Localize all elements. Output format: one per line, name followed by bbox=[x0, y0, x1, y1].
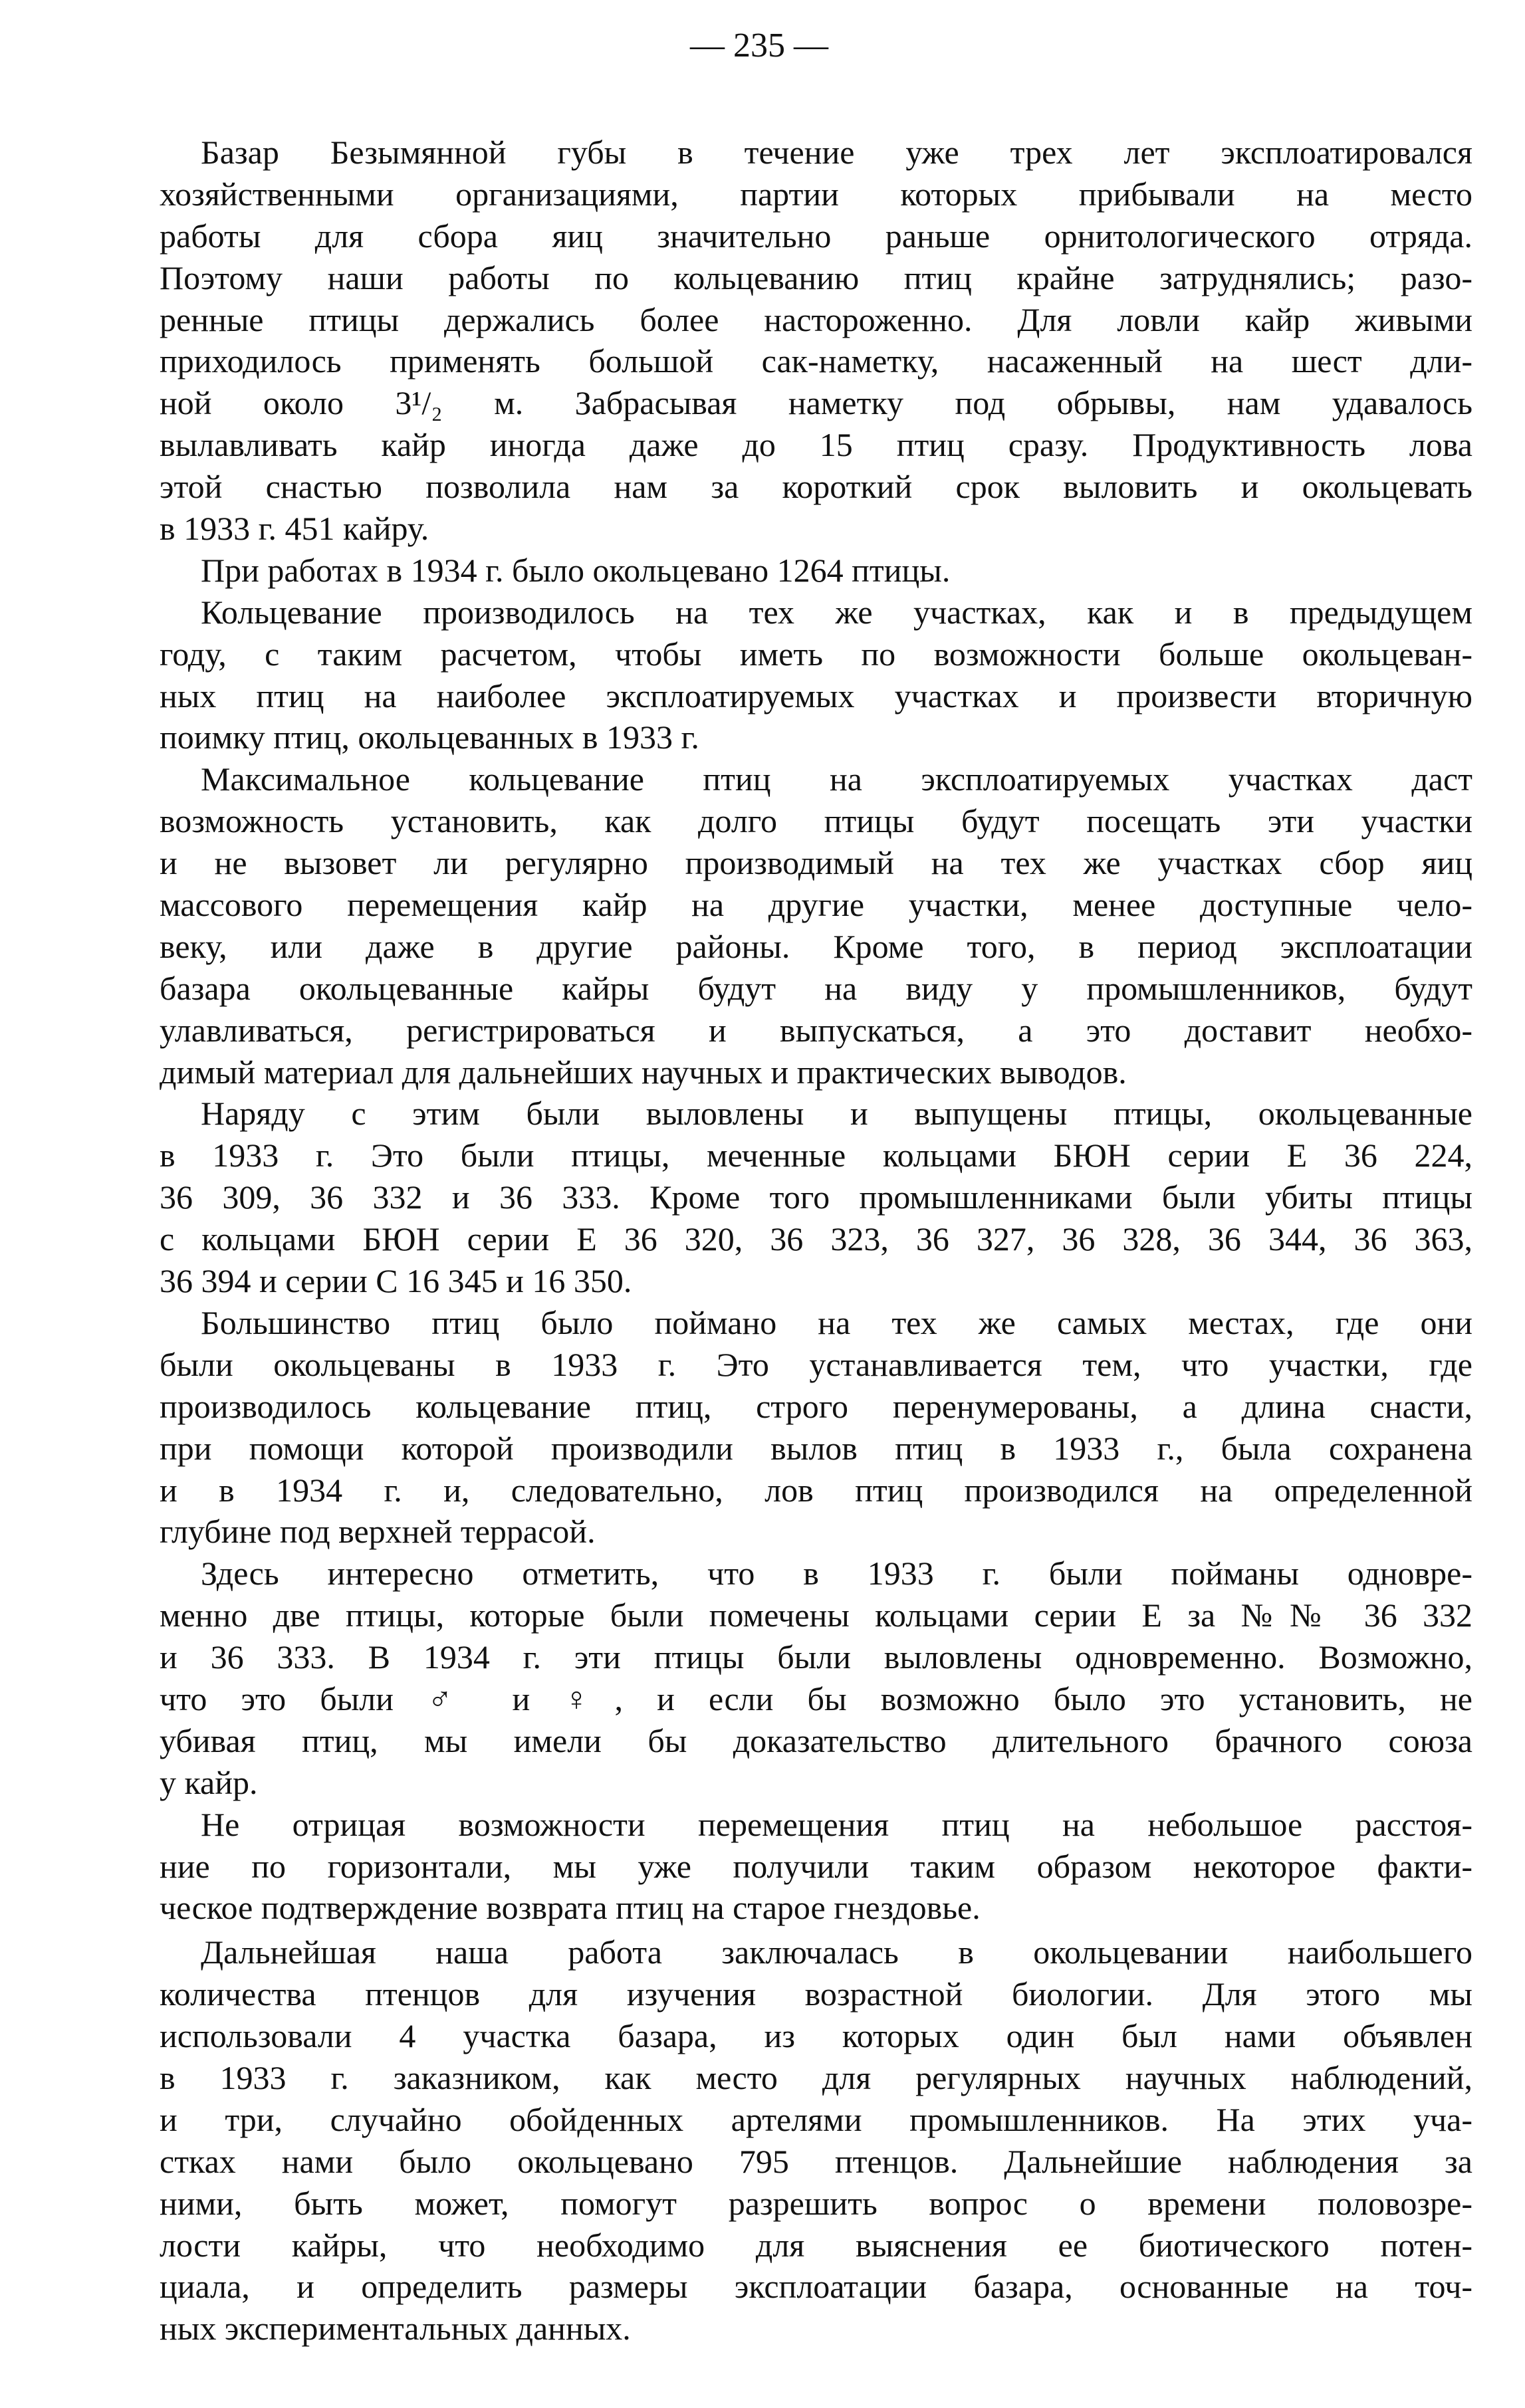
text-line: что это были ♂ и ♀, и если бы возможно было это установить, не bbox=[160, 1680, 1472, 1717]
text-line: ними, быть может, помогут разрешить вопрос о времени половозре- bbox=[160, 2184, 1472, 2222]
text-line: веку, или даже в другие районы. Кроме того, в период эксплоатации bbox=[160, 927, 1472, 965]
text-line: году, с таким расчетом, чтобы иметь по возможности больше окольцеван- bbox=[160, 635, 1472, 673]
text-line: циала, и определить размеры эксплоатации базара, основанные на точ- bbox=[160, 2268, 1472, 2306]
paragraph bbox=[160, 1931, 1472, 2350]
text-line: количества птенцов для изучения возрастной биологии. Для этого мы bbox=[160, 1975, 1472, 2013]
text-line: 36 309, 36 332 и 36 333. Кроме того промышленниками были убиты птицы bbox=[160, 1178, 1472, 1216]
text-line: и не вызовет ли регулярно производимый на тех же участках сбор яиц bbox=[160, 844, 1472, 882]
text-line: Наряду с этим были выловлены и выпущены птицы, окольцеванные bbox=[201, 1095, 1472, 1133]
text-line: Максимальное кольцевание птиц на эксплоатируемых участках даст bbox=[201, 760, 1472, 798]
text-line: димый материал для дальнейших научных и практических выводов. bbox=[160, 1053, 1127, 1091]
paragraph bbox=[160, 1302, 1472, 1553]
paragraph bbox=[160, 1553, 1472, 1803]
text-line: 36 394 и серии С 16 345 и 16 350. bbox=[160, 1262, 632, 1300]
text-line: и 36 333. В 1934 г. эти птицы были выловлены одновременно. Возможно, bbox=[160, 1638, 1472, 1676]
paragraph bbox=[160, 758, 1472, 1093]
text-line: и в 1934 г. и, следовательно, лов птиц производился на определенной bbox=[160, 1471, 1472, 1509]
text-line: Здесь интересно отметить, что в 1933 г. были пойманы одновре- bbox=[201, 1555, 1472, 1592]
text-line: этой снастью позволила нам за короткий срок выловить и окольцевать bbox=[160, 468, 1472, 506]
text-line: ренные птицы держались более настороженно. Для ловли кайр живыми bbox=[160, 300, 1472, 338]
paragraph bbox=[160, 592, 1472, 759]
text-line: вылавливать кайр иногда даже до 15 птиц сразу. Продуктивность лова bbox=[160, 426, 1472, 464]
text-line: и три, случайно обойденных артелями промышленников. На этих уча- bbox=[160, 2100, 1472, 2138]
text-line: в 1933 г. 451 кайру. bbox=[160, 510, 429, 548]
text-line: были окольцеваны в 1933 г. Это устанавливается тем, что участки, где bbox=[160, 1345, 1472, 1383]
page-number: — 235 — bbox=[690, 27, 828, 64]
text-line: массового перемещения кайр на другие участки, менее доступные чело- bbox=[160, 886, 1472, 924]
paragraph bbox=[160, 1804, 1472, 1929]
text-line: ческое подтверждение возврата птиц на старое гнездовье. bbox=[160, 1889, 981, 1927]
text-line: глубине под верхней террасой. bbox=[160, 1513, 596, 1551]
text-line: стках нами было окольцевано 795 птенцов. Дальнейшие наблюдения за bbox=[160, 2142, 1472, 2180]
text-body bbox=[160, 132, 1472, 2350]
text-line: Дальнейшая наша работа заключалась в окольцевании наибольшего bbox=[201, 1933, 1472, 1971]
text-line: работы для сбора яиц значительно раньше орнитологического отряда. bbox=[160, 217, 1472, 255]
text-line: менно две птицы, которые были помечены кольцами серии Е за №№ 36 332 bbox=[160, 1596, 1472, 1634]
text-line: поимку птиц, окольцеванных в 1933 г. bbox=[160, 718, 699, 756]
paragraph bbox=[160, 132, 1472, 550]
text-line: при помощи которой производили вылов птиц в 1933 г., была сохранена bbox=[160, 1429, 1472, 1467]
text-line: у кайр. bbox=[160, 1763, 258, 1801]
text-line: базара окольцеванные кайры будут на виду у промышленников, будут bbox=[160, 969, 1472, 1007]
text-line: Кольцевание производилось на тех же участках, как и в предыдущем bbox=[201, 593, 1472, 631]
text-line: хозяйственными организациями, партии которых прибывали на место bbox=[160, 175, 1472, 213]
paragraph bbox=[160, 550, 1472, 592]
text-line: Не отрицая возможности перемещения птиц на небольшое расстоя- bbox=[201, 1805, 1472, 1843]
text-line: Большинство птиц было поймано на тех же самых местах, где они bbox=[201, 1303, 1472, 1341]
text-line: убивая птиц, мы имели бы доказательство длительного брачного союза bbox=[160, 1721, 1472, 1759]
text-line: производилось кольцевание птиц, строго перенумерованы, а длина снасти, bbox=[160, 1387, 1472, 1425]
text-line: приходилось применять большой сак-наметку, насаженный на шест дли- bbox=[160, 342, 1472, 380]
text-line: ных птиц на наиболее эксплоатируемых участках и произвести вторичную bbox=[160, 677, 1472, 714]
text-line: ных экспериментальных данных. bbox=[160, 2310, 631, 2348]
text-line: использовали 4 участка базара, из которых один был нами объявлен bbox=[160, 2017, 1472, 2055]
text-line: Поэтому наши работы по кольцеванию птиц крайне затруднялись; разо- bbox=[160, 259, 1472, 296]
text-line: Базар Безымянной губы в течение уже трех лет эксплоатировался bbox=[201, 134, 1472, 171]
text-line: При работах в 1934 г. было окольцевано 1264 птицы. bbox=[201, 551, 951, 589]
text-line: улавливаться, регистрироваться и выпускаться, а это доставит необхо- bbox=[160, 1011, 1472, 1049]
text-line: с кольцами БЮН серии Е 36 320, 36 323, 36 327, 36 328, 36 344, 36 363, bbox=[160, 1220, 1472, 1258]
text-line: ние по горизонтали, мы уже получили таким образом некоторое факти- bbox=[160, 1847, 1472, 1885]
text-line: возможность установить, как долго птицы будут посещать эти участки bbox=[160, 802, 1472, 840]
text-line: ной около 3¹/₂ м. Забрасывая наметку под обрывы, нам удавалось bbox=[160, 384, 1472, 422]
paragraph bbox=[160, 1093, 1472, 1301]
text-line: в 1933 г. Это были птицы, меченные кольцами БЮН серии Е 36 224, bbox=[160, 1137, 1472, 1174]
text-line: лости кайры, что необходимо для выяснения ее биотического потен- bbox=[160, 2226, 1472, 2264]
text-line: в 1933 г. заказником, как место для регулярных научных наблюдений, bbox=[160, 2058, 1472, 2096]
